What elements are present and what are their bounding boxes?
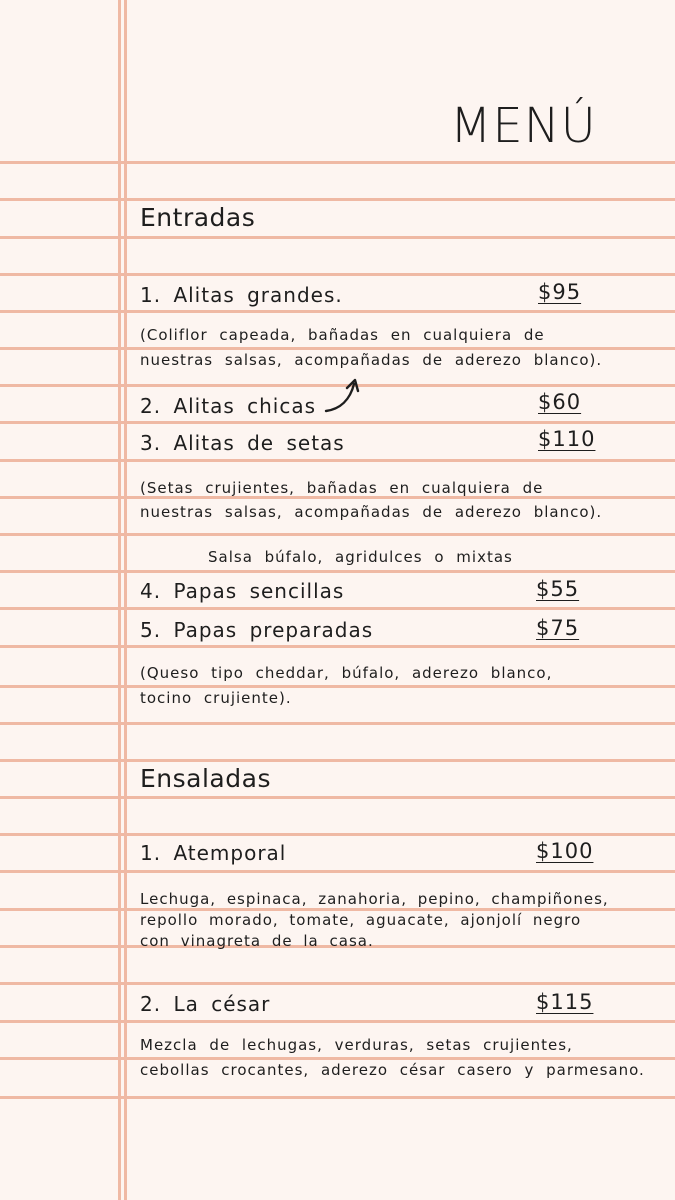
rule-line [0, 607, 675, 610]
rule-line [0, 570, 675, 573]
menu-item-description: nuestras salsas, acompañadas de aderezo blanco). [140, 351, 603, 369]
menu-item-price: $110 [538, 427, 596, 451]
menu-item-price: $55 [536, 577, 580, 601]
menu-item-label: 2. Alitas chicas [140, 394, 317, 418]
menu-item-description: Mezcla de lechugas, verduras, setas crujientes, [140, 1036, 573, 1054]
menu-item-description: (Queso tipo cheddar, búfalo, aderezo blanco, [140, 664, 553, 682]
menu-item-price: $100 [536, 839, 594, 863]
menu-item-description: (Coliflor capeada, bañadas en cualquiera de [140, 326, 545, 344]
menu-item-description: Lechuga, espinaca, zanahoria, pepino, champiñones, [140, 890, 609, 908]
rule-line [0, 645, 675, 648]
menu-item-price: $95 [538, 280, 582, 304]
rule-line [0, 796, 675, 799]
menu-item-description: nuestras salsas, acompañadas de aderezo blanco). [140, 503, 603, 521]
rule-line [0, 161, 675, 164]
menu-item-description: (Setas crujientes, bañadas en cualquiera de [140, 479, 544, 497]
menu-item-description: repollo morado, tomate, aguacate, ajonjolí negro [140, 911, 582, 929]
rule-line [0, 685, 675, 688]
hand-drawn-arrow-icon [320, 372, 364, 416]
rule-line [0, 533, 675, 536]
rule-line [0, 459, 675, 462]
menu-item-label: 3. Alitas de setas [140, 431, 345, 455]
rule-line [0, 759, 675, 762]
page-title: MENÚ [450, 98, 597, 154]
menu-item-description: tocino crujiente). [140, 689, 292, 707]
rule-line [0, 870, 675, 873]
rule-line [0, 982, 675, 985]
menu-item-price: $60 [538, 390, 582, 414]
section-heading-entradas: Entradas [140, 203, 256, 232]
rule-line [0, 198, 675, 201]
menu-item-price: $115 [536, 990, 594, 1014]
salsa-note: Salsa búfalo, agridulces o mixtas [208, 548, 513, 566]
rule-line [0, 236, 675, 239]
menu-item-description: cebollas crocantes, aderezo césar casero y parmesano. [140, 1061, 645, 1079]
menu-item-label: 1. Atemporal [140, 841, 287, 865]
rule-line [0, 310, 675, 313]
section-heading-ensaladas: Ensaladas [140, 764, 271, 793]
menu-item-label: 2. La césar [140, 992, 271, 1016]
rule-line [0, 421, 675, 424]
menu-item-price: $75 [536, 616, 580, 640]
menu-item-label: 1. Alitas grandes. [140, 283, 343, 307]
rule-line [0, 833, 675, 836]
rule-line [0, 273, 675, 276]
menu-item-label: 4. Papas sencillas [140, 579, 345, 603]
rule-line [0, 1096, 675, 1099]
rule-line [0, 722, 675, 725]
menu-item-label: 5. Papas preparadas [140, 618, 374, 642]
menu-item-description: con vinagreta de la casa. [140, 932, 374, 950]
rule-line [0, 1020, 675, 1023]
